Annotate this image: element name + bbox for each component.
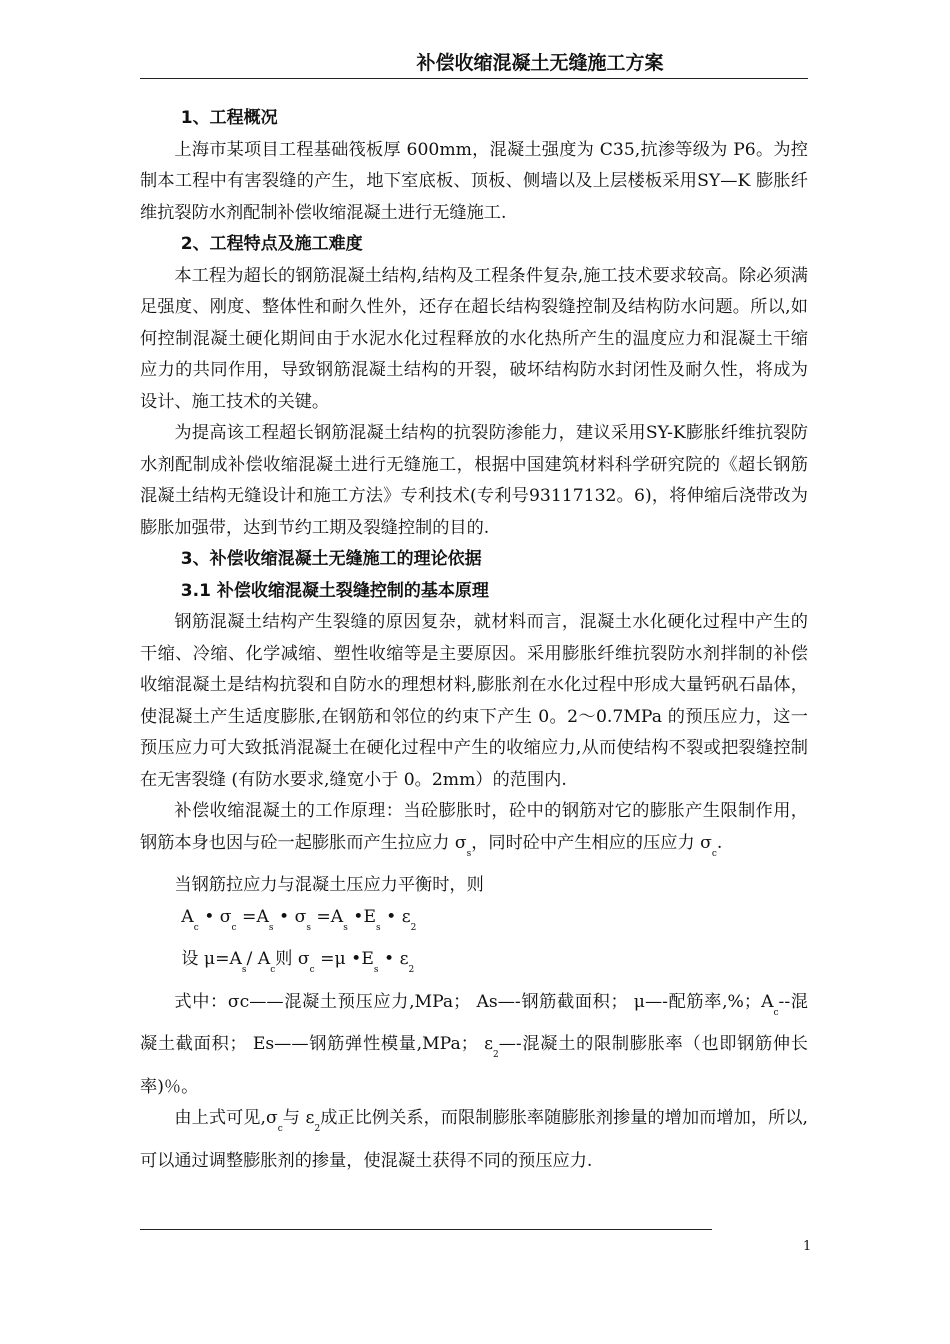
paragraph: 上海市某项目工程基础筏板厚 600mm，混凝土强度为 C35,抗渗等级为 P6。为控制本工程中有害裂缝的产生，地下室底板、顶板、侧墙以及上层楼板采用SY—K 膨胀纤维抗裂防水剂配制补偿收缩混凝土进行无缝施工. <box>140 139 808 223</box>
text-run: ，同时砼中产生相应的压应力 σ <box>471 832 712 853</box>
formula-symbol: =A <box>236 906 269 927</box>
text-run: 补偿收缩混凝土的工作原理：当砼膨胀时，砼中的钢筋对它的膨胀产生限制作用，钢筋本身也因与砼一起膨胀而产生拉应力 σ <box>140 801 808 853</box>
formula-symbol: 则 σ <box>275 949 310 969</box>
document-header-title: 补偿收缩混凝土无缝施工方案 <box>416 52 664 74</box>
section-heading-2: 2、工程特点及施工难度 <box>180 234 363 254</box>
formula-symbol: •E <box>347 906 376 927</box>
paragraph: 钢筋混凝土结构产生裂缝的原因复杂，就材料而言，混凝土水化硬化过程中产生的干缩、冷缩、化学减缩、塑性收缩等是主要原因。采用膨胀纤维抗裂防水剂拌制的补偿收缩混凝土是结构抗裂和自防水的理想材料,膨胀剂在水化过程中形成大量钙矾石晶体，使混凝土产生适度膨胀,在钢筋和邻位的约束下产生 0。2～0.7MPa 的预压应力，这一预压应力可大致抵消混凝土在硬化过程中产生的收缩应力,从而使结构不裂或把裂缝控制在无害裂缝 (有防水要求,缝宽小于 0。2mm）的范围内. <box>140 612 808 790</box>
subscript: s <box>376 922 381 933</box>
header-divider <box>140 78 808 79</box>
paragraph: 为提高该工程超长钢筋混凝土结构的抗裂防渗能力，建议采用SY-K膨胀纤维抗裂防水剂配制成补偿收缩混凝土进行无缝施工，根据中国建筑材料科学研究院的《超长钢筋混凝土结构无缝设计和施工方法》专利技术(专利号93117132。6)，将伸缩后浇带改为膨胀加强带，达到节约工期及裂缝控制的目的. <box>140 423 808 538</box>
paragraph: 当钢筋拉应力与混凝土压应力平衡时，则 <box>174 875 484 895</box>
formula-symbol: • ε <box>378 949 409 969</box>
formula-symbol: A <box>181 906 194 927</box>
subscript: s <box>268 922 274 933</box>
formula-symbol: • σ <box>198 906 232 927</box>
paragraph: 本工程为超长的钢筋混凝土结构,结构及工程条件复杂,施工技术要求较高。除必须满足强度、刚度、整体性和耐久性外，还存在超长结构裂缝控制及结构防水问题。所以,如何控制混凝土硬化期间由于水泥水化过程释放的水化热所产生的温度应力和混凝土干缩应力的共同作用，导致钢筋混凝土结构的开裂，破坏结构防水封闭性及耐久性，将成为设计、施工技术的关键。 <box>140 265 808 412</box>
subscript: 2 <box>408 965 415 975</box>
text-run: 式中：σc——混凝土预压应力,MPa； As—-钢筋截面积； μ—-配筋率,%；A <box>174 991 774 1012</box>
formula-equilibrium <box>140 902 808 945</box>
text-run: --混凝土截面积； Es——钢筋弹性模量,MPa； ε <box>140 991 808 1054</box>
text-run: 由上式可见,σ <box>174 1108 278 1128</box>
subscript: c <box>711 848 717 859</box>
formula-symbol: • σ <box>273 906 307 927</box>
text-run: . <box>716 832 723 853</box>
subscript: 2 <box>492 1050 499 1060</box>
formula-symbol: 设 μ=A <box>181 949 242 969</box>
section-heading-1: 1、工程概况 <box>180 108 278 128</box>
page-number: 1 <box>803 1239 812 1254</box>
formula-symbol: • ε <box>380 906 411 927</box>
paragraph <box>140 987 808 1104</box>
text-run: —-混凝土的限制膨胀率（也即钢筋伸长率)％。 <box>140 1034 808 1097</box>
subscript: c <box>277 1124 283 1134</box>
section-heading-3: 3、补偿收缩混凝土无缝施工的理论依据 <box>180 549 482 569</box>
paragraph <box>140 1103 808 1177</box>
subscript: s <box>466 848 472 859</box>
document-body <box>140 103 808 1177</box>
subscript: c <box>270 965 276 975</box>
formula-symbol: =A <box>310 906 344 927</box>
text-run: 与 ε <box>282 1108 315 1128</box>
formula-symbol: / A <box>246 949 271 969</box>
subscript: c <box>231 922 237 933</box>
formula-symbol: =μ •E <box>314 949 374 969</box>
subscript: 2 <box>410 922 417 933</box>
subscript: s <box>343 922 348 933</box>
subscript: c <box>309 965 315 975</box>
formula-ratio <box>140 944 808 987</box>
subscript: s <box>373 965 379 975</box>
subscript: s <box>241 965 247 975</box>
subscript: c <box>773 1007 779 1018</box>
subscript: s <box>306 922 311 933</box>
subscript: 2 <box>314 1124 321 1134</box>
text-run: 成正比例关系，而限制膨胀率随膨胀剂掺量的增加而增加，所以,可以通过调整膨胀剂的掺量，使混凝土获得不同的预压应力. <box>140 1108 808 1171</box>
subscript: c <box>193 922 199 933</box>
footer-divider <box>140 1229 712 1230</box>
paragraph <box>140 796 808 870</box>
subsection-heading-3-1: 3.1 补偿收缩混凝土裂缝控制的基本原理 <box>180 580 489 601</box>
